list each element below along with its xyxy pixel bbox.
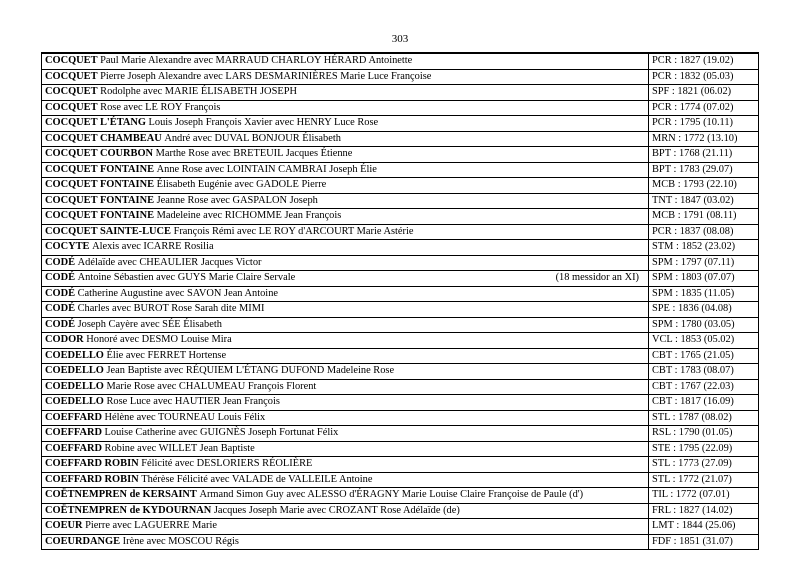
- parish-date-cell: MRN : 1772 (13.10): [649, 131, 759, 147]
- table-row: [42, 302, 759, 318]
- table-row: [42, 85, 759, 101]
- marriage-register-table: [41, 52, 759, 550]
- surname: COCQUET SAINTE-LUCE: [45, 225, 171, 237]
- parish-date-cell: PCR : 1832 (05.03): [649, 69, 759, 85]
- spouses-text: François Rémi avec LE ROY d'ARCOURT Marie Astérie: [170, 225, 414, 237]
- parish-date-cell: STL : 1772 (21.07): [649, 472, 759, 488]
- surname: COEDELLO: [45, 365, 104, 377]
- entry-cell: [42, 286, 649, 302]
- spouses-text: Honoré avec DESMO Louise Mira: [83, 334, 232, 346]
- table-row: [42, 271, 759, 287]
- table-row: [42, 69, 759, 85]
- table-row: [42, 116, 759, 132]
- entry-cell: [42, 519, 649, 535]
- table-row: [42, 178, 759, 194]
- spouses-text: Rose Luce avec HAUTIER Jean François: [103, 396, 280, 408]
- table-row: [42, 472, 759, 488]
- table-row: [42, 193, 759, 209]
- surname: COËTNEMPREN de KERSAINT: [45, 489, 197, 501]
- entry-cell: [42, 85, 649, 101]
- spouses-text: Catherine Augustine avec SAVON Jean Antoine: [75, 287, 278, 299]
- table-row: [42, 333, 759, 349]
- table-row: [42, 488, 759, 504]
- table-row: [42, 240, 759, 256]
- entry-cell: [42, 255, 649, 271]
- table-row: [42, 348, 759, 364]
- parish-date-cell: BPT : 1768 (21.11): [649, 147, 759, 163]
- surname: COËTNEMPREN de KYDOURNAN: [45, 504, 212, 516]
- parish-date-cell: SPM : 1803 (07.07): [649, 271, 759, 287]
- entry-cell: [42, 209, 649, 225]
- spouses-text: Rose avec LE ROY François: [97, 101, 221, 113]
- spouses-text: Louise Catherine avec GUIGNÈS Joseph Fortunat Félix: [101, 427, 339, 439]
- spouses-text: Élie avec FERRET Hortense: [103, 349, 227, 361]
- table-row: [42, 503, 759, 519]
- parish-date-cell: MCB : 1793 (22.10): [649, 178, 759, 194]
- table-row: [42, 410, 759, 426]
- surname: COCQUET FONTAINE: [45, 163, 155, 175]
- spouses-text: Paul Marie Alexandre avec MARRAUD CHARLOY HÉRARD Antoinette: [97, 55, 413, 67]
- parish-date-cell: STL : 1773 (27.09): [649, 457, 759, 473]
- spouses-text: Marthe Rose avec BRETEUIL Jacques Étienne: [153, 148, 353, 160]
- entry-cell: [42, 472, 649, 488]
- parish-date-cell: CBT : 1783 (08.07): [649, 364, 759, 380]
- table-row: [42, 395, 759, 411]
- surname: CODÉ: [45, 287, 76, 299]
- spouses-text: Armand Simon Guy avec ALESSO d'ÉRAGNY Marie Louise Claire Françoise de Paule (d'): [196, 489, 584, 501]
- spouses-text: Jacques Joseph Marie avec CROZANT Rose Adélaïde (de): [211, 504, 460, 516]
- entry-cell: [42, 162, 649, 178]
- surname: CODÉ: [45, 303, 76, 315]
- parish-date-cell: SPF : 1821 (06.02): [649, 85, 759, 101]
- entry-cell: [42, 317, 649, 333]
- register-body: [42, 53, 759, 550]
- parish-date-cell: PCR : 1774 (07.02): [649, 100, 759, 116]
- entry-cell: [42, 100, 649, 116]
- spouses-text: André avec DUVAL BONJOUR Élisabeth: [161, 132, 341, 144]
- surname: CODÉ: [45, 256, 76, 268]
- table-row: [42, 317, 759, 333]
- entry-cell: [42, 534, 649, 550]
- spouses-text: Louis Joseph François Xavier avec HENRY Luce Rose: [145, 117, 379, 129]
- table-row: [42, 224, 759, 240]
- surname: CODOR: [45, 334, 84, 346]
- entry-cell: [42, 147, 649, 163]
- entry-cell: [42, 379, 649, 395]
- parish-date-cell: PCR : 1795 (10.11): [649, 116, 759, 132]
- spouses-text: Adélaïde avec CHEAULIER Jacques Victor: [75, 256, 262, 268]
- spouses-text: Pierre avec LAGUERRE Marie: [82, 520, 217, 532]
- spouses-text: Robine avec WILLET Jean Baptiste: [101, 442, 255, 454]
- table-row: [42, 286, 759, 302]
- surname: COEFFARD ROBIN: [45, 458, 139, 470]
- parish-date-cell: RSL : 1790 (01.05): [649, 426, 759, 442]
- surname: COEFFARD: [45, 411, 102, 423]
- parish-date-cell: STL : 1787 (08.02): [649, 410, 759, 426]
- parish-date-cell: SPE : 1836 (04.08): [649, 302, 759, 318]
- date-note: (18 messidor an XI): [555, 272, 639, 284]
- entry-cell: [42, 348, 649, 364]
- parish-date-cell: STE : 1795 (22.09): [649, 441, 759, 457]
- spouses-text: Alexis avec ICARRE Rosilia: [89, 241, 214, 253]
- entry-cell: [42, 53, 649, 69]
- spouses-text: Madeleine avec RICHOMME Jean François: [154, 210, 342, 222]
- parish-date-cell: PCR : 1827 (19.02): [649, 53, 759, 69]
- parish-date-cell: MCB : 1791 (08.11): [649, 209, 759, 225]
- table-row: [42, 519, 759, 535]
- table-row: [42, 364, 759, 380]
- parish-date-cell: STM : 1852 (23.02): [649, 240, 759, 256]
- surname: COCYTE: [45, 241, 90, 253]
- surname: COEDELLO: [45, 380, 104, 392]
- parish-date-cell: FRL : 1827 (14.02): [649, 503, 759, 519]
- surname: COCQUET: [45, 55, 98, 67]
- surname: COCQUET L'ÉTANG: [45, 117, 146, 129]
- entry-cell: [42, 302, 649, 318]
- spouses-text: Rodolphe avec MARIE ÉLISABETH JOSEPH: [97, 86, 297, 98]
- table-row: [42, 457, 759, 473]
- spouses-text: Jean Baptiste avec RÉQUIEM L'ÉTANG DUFOND Madeleine Rose: [103, 365, 395, 377]
- table-row: [42, 209, 759, 225]
- entry-cell: [42, 178, 649, 194]
- surname: COEFFARD: [45, 442, 102, 454]
- parish-date-cell: PCR : 1837 (08.08): [649, 224, 759, 240]
- entry-cell: [42, 503, 649, 519]
- surname: COCQUET FONTAINE: [45, 194, 155, 206]
- spouses-text: Marie Rose avec CHALUMEAU François Florent: [103, 380, 317, 392]
- surname: COEUR: [45, 520, 83, 532]
- entry-cell: [42, 364, 649, 380]
- parish-date-cell: TNT : 1847 (03.02): [649, 193, 759, 209]
- entry-cell: [42, 224, 649, 240]
- entry-cell: [42, 131, 649, 147]
- entry-cell: [42, 488, 649, 504]
- surname: COCQUET: [45, 86, 98, 98]
- parish-date-cell: FDF : 1851 (31.07): [649, 534, 759, 550]
- surname: COCQUET COURBON: [45, 148, 154, 160]
- spouses-text: Charles avec BUROT Rose Sarah dite MIMI: [75, 303, 265, 315]
- parish-date-cell: VCL : 1853 (05.02): [649, 333, 759, 349]
- table-row: [42, 131, 759, 147]
- spouses-text: Hélène avec TOURNEAU Louis Félix: [101, 411, 266, 423]
- parish-date-cell: TIL : 1772 (07.01): [649, 488, 759, 504]
- surname: COEFFARD: [45, 427, 102, 439]
- parish-date-cell: SPM : 1835 (11.05): [649, 286, 759, 302]
- surname: COCQUET: [45, 101, 98, 113]
- entry-cell: [42, 193, 649, 209]
- table-row: [42, 255, 759, 271]
- entry-cell: [42, 395, 649, 411]
- surname: COEDELLO: [45, 349, 104, 361]
- spouses-text: Joseph Cayère avec SÉE Élisabeth: [75, 318, 222, 330]
- spouses-text: Anne Rose avec LOINTAIN CAMBRAI Joseph Élie: [154, 163, 377, 175]
- spouses-text: Pierre Joseph Alexandre avec LARS DESMARINIÈRES Marie Luce Françoise: [97, 70, 432, 82]
- parish-date-cell: CBT : 1767 (22.03): [649, 379, 759, 395]
- table-row: [42, 53, 759, 69]
- spouses-text: Élisabeth Eugénie avec GADOLE Pierre: [154, 179, 327, 191]
- entry-cell: [42, 457, 649, 473]
- entry-cell: [42, 441, 649, 457]
- parish-date-cell: SPM : 1780 (03.05): [649, 317, 759, 333]
- table-row: [42, 534, 759, 550]
- surname: COCQUET FONTAINE: [45, 179, 155, 191]
- entry-cell: [42, 426, 649, 442]
- table-row: [42, 100, 759, 116]
- parish-date-cell: SPM : 1797 (07.11): [649, 255, 759, 271]
- spouses-text: Félicité avec DESLORIERS RÉOLIÈRE: [138, 458, 313, 470]
- parish-date-cell: LMT : 1844 (25.06): [649, 519, 759, 535]
- entry-cell: [42, 116, 649, 132]
- table-row: [42, 379, 759, 395]
- surname: COEDELLO: [45, 396, 104, 408]
- entry-cell: [42, 271, 649, 287]
- surname: COEFFARD ROBIN: [45, 473, 139, 485]
- spouses-text: Irène avec MOSCOU Régis: [120, 535, 239, 547]
- surname: CODÉ: [45, 318, 76, 330]
- table-row: [42, 147, 759, 163]
- parish-date-cell: BPT : 1783 (29.07): [649, 162, 759, 178]
- parish-date-cell: CBT : 1765 (21.05): [649, 348, 759, 364]
- table-row: [42, 162, 759, 178]
- spouses-text: Thérèse Félicité avec VALADE de VALLEILE Antoine: [138, 473, 373, 485]
- surname: CODÉ: [45, 272, 76, 284]
- table-row: [42, 441, 759, 457]
- surname: COEURDANGE: [45, 535, 121, 547]
- spouses-text: Jeanne Rose avec GASPALON Joseph: [154, 194, 318, 206]
- entry-cell: [42, 69, 649, 85]
- surname: COCQUET: [45, 70, 98, 82]
- parish-date-cell: CBT : 1817 (16.09): [649, 395, 759, 411]
- entry-cell: [42, 410, 649, 426]
- table-row: [42, 426, 759, 442]
- surname: COCQUET FONTAINE: [45, 210, 155, 222]
- page-number: 303: [391, 33, 409, 45]
- entry-cell: [42, 240, 649, 256]
- surname: COCQUET CHAMBEAU: [45, 132, 162, 144]
- spouses-text: Antoine Sébastien avec GUYS Marie Claire Servale: [75, 272, 296, 284]
- entry-cell: [42, 333, 649, 349]
